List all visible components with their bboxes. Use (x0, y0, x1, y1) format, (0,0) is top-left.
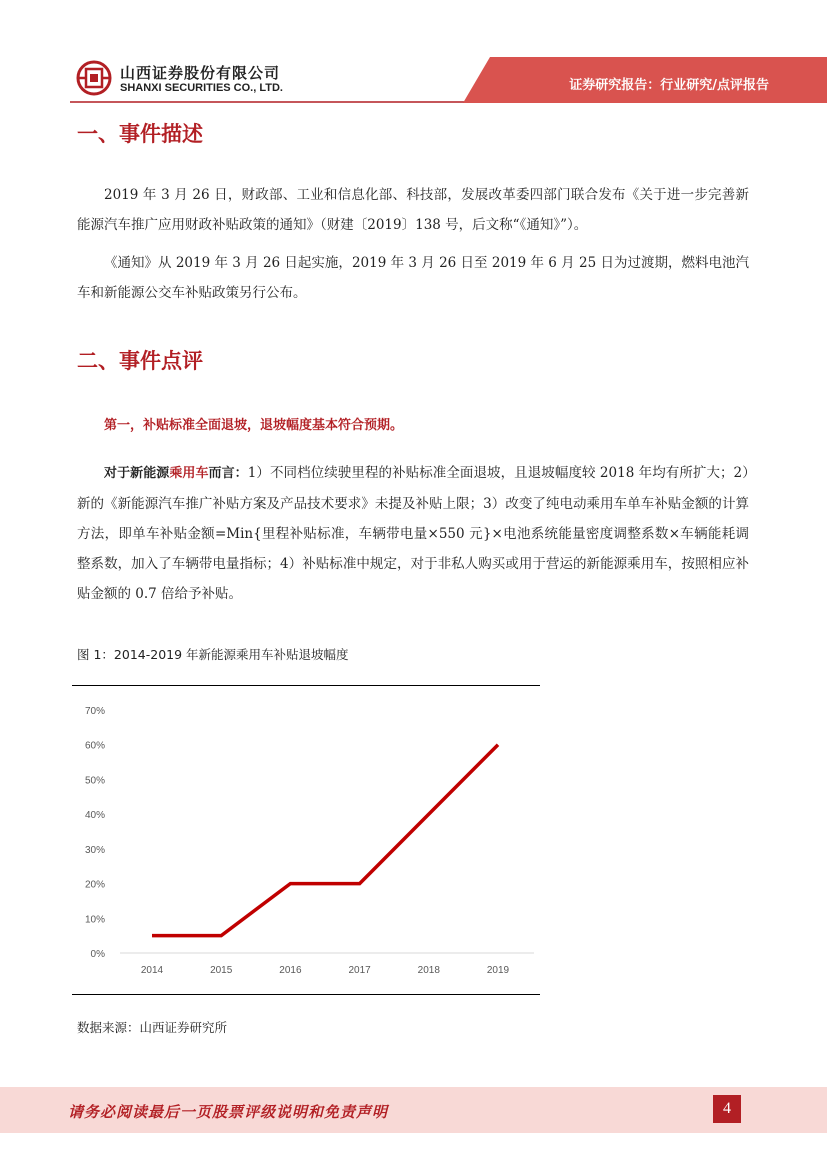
section-title-event: 一、事件描述 (77, 122, 203, 146)
page-number-box (713, 1095, 741, 1123)
series-line (152, 745, 498, 936)
event-paragraph-2: 《通知》从 2019 年 3 月 26 日起实施，2019 年 3 月 26 日至 2019 年 6 月 25 日为过渡期，燃料电池汽车和新能源公交车补贴政策另行公布。 (77, 255, 749, 301)
company-name-en: SHANXI SECURITIES CO., LTD. (120, 82, 283, 94)
data-source: 数据来源：山西证券研究所 (77, 1020, 228, 1035)
subsidy-decline-chart (72, 690, 540, 990)
x-tick-label: 2017 (348, 965, 371, 976)
page-number: 4 (723, 1100, 731, 1117)
figure-bottom-rule (72, 994, 540, 995)
y-tick-label: 70% (84, 706, 105, 717)
lead-prefix: 对于新能源 (104, 466, 170, 481)
y-tick-label: 30% (84, 844, 105, 856)
y-tick-label: 60% (84, 740, 105, 752)
company-name-cn: 山西证券股份有限公司 (120, 64, 281, 82)
page-header (0, 0, 827, 104)
x-tick-label: 2018 (417, 965, 440, 976)
paragraph-body: 1）不同档位续驶里程的补贴标准全面退坡，且退坡幅度较 2018 年均有所扩大；2）新的《新能源汽车推广补贴方案及产品技术要求》未提及补贴上限；3）改变了纯电动乘用车单车补贴金额的计算方法，即单车补贴金额=Min{里程补贴标准，车辆带电量×550 元}×电池系统能量密度调整系数×车辆能耗调整系数，加入了车辆带电量指标；4）补贴标准中规定，对于非私人购买或用于营运的新能源乘用车，按照相应补贴金额的 0.7 倍给予补贴。 (77, 465, 749, 602)
figure-top-rule (72, 685, 540, 686)
y-tick-label: 20% (84, 879, 105, 891)
event-paragraph-1: 2019 年 3 月 26 日，财政部、工业和信息化部、科技部，发展改革委四部门联合发布《关于进一步完善新能源汽车推广应用财政补贴政策的通知》（财建〔2019〕138 号，后文称“《通知》”）。 (77, 187, 749, 233)
x-tick-label: 2019 (486, 965, 510, 976)
y-tick-label: 0% (90, 949, 105, 960)
lead-suffix: 而言： (208, 466, 248, 481)
x-tick-label: 2014 (140, 965, 164, 976)
point-1-title: 第一，补贴标准全面退坡，退坡幅度基本符合预期。 (104, 418, 404, 433)
passenger-car-paragraph (77, 458, 749, 609)
section-title-review: 二、事件点评 (77, 349, 203, 373)
y-tick-label: 10% (84, 914, 105, 926)
report-type: 证券研究报告：行业研究/点评报告 (569, 78, 769, 93)
x-tick-label: 2015 (210, 965, 233, 976)
x-tick-label: 2016 (279, 965, 302, 976)
figure-caption: 图 1：2014-2019 年新能源乘用车补贴退坡幅度 (77, 647, 349, 662)
lead-highlight: 乘用车 (169, 466, 209, 481)
y-tick-label: 50% (84, 775, 105, 787)
disclaimer-notice: 请务必阅读最后一页股票评级说明和免责声明 (68, 1103, 389, 1121)
y-tick-label: 40% (84, 810, 105, 822)
